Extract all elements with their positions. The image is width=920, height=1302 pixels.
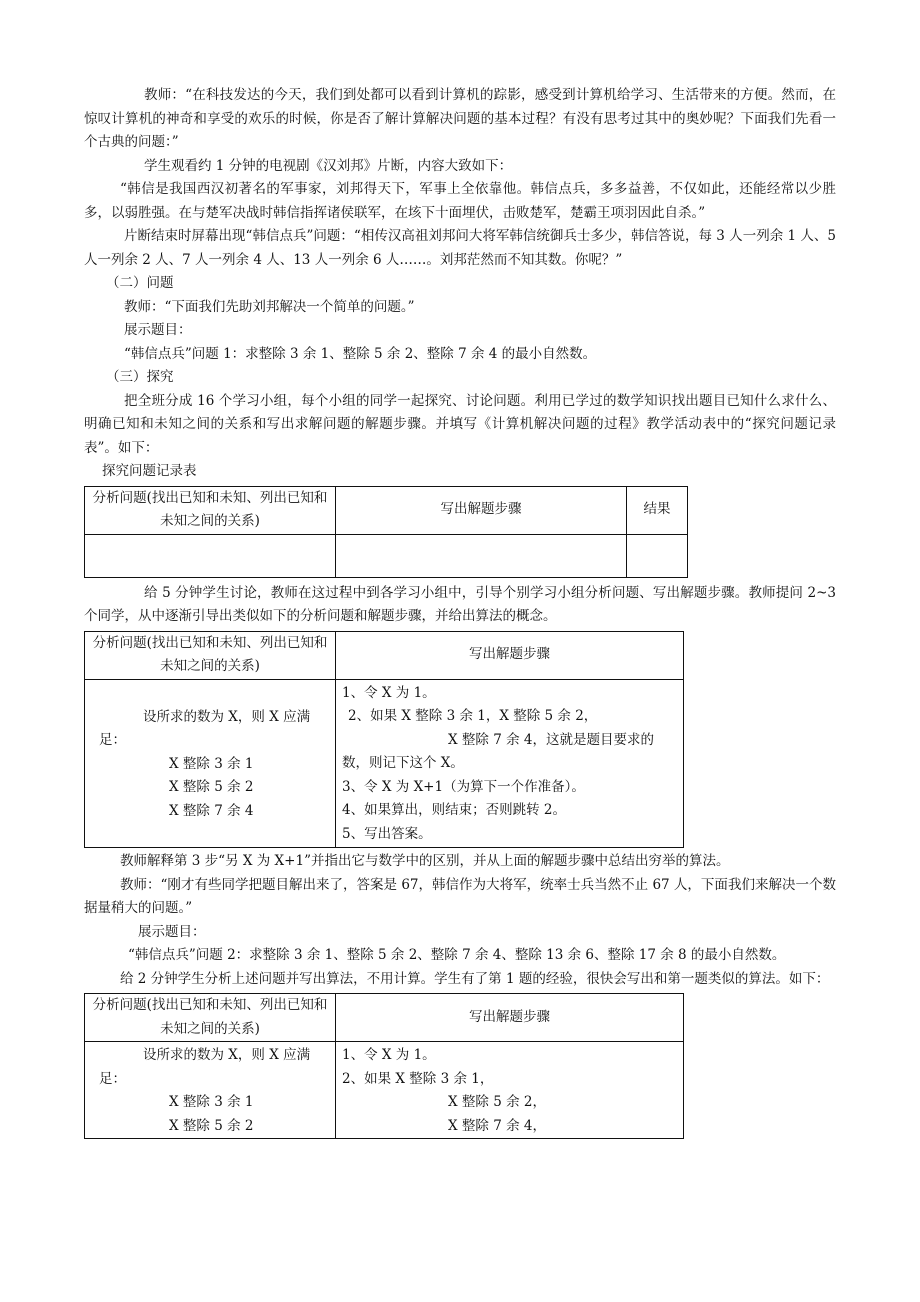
condition-line: X 整除 5 余 2 <box>169 1117 254 1134</box>
paragraph-teacher-answer: 教师：“刚才有些同学把题目解出来了，答案是 67，韩信作为大将军，统率士兵当然不止 67 人，下面我们来解决一个数据量稍大的问题。” <box>84 876 836 916</box>
table-header-analysis: 分析问题(找出已知和未知、列出已知和未知之间的关系) <box>85 994 336 1042</box>
table-row <box>85 679 684 848</box>
step-line: 1、令 X 为 1。 <box>342 684 436 701</box>
steps-cell <box>336 679 684 848</box>
step-line: X 整除 5 余 2， <box>448 1094 546 1110</box>
analysis-table-2 <box>84 993 684 1139</box>
analysis-cell <box>85 679 336 848</box>
paragraph-video: 学生观看约 1 分钟的电视剧《汉刘邦》片断，内容大致如下： <box>144 157 513 174</box>
step-line: 5、写出答案。 <box>342 825 432 842</box>
steps-cell <box>336 1042 684 1139</box>
table-row <box>85 1042 684 1139</box>
step-line: 2、如果 X 整除 3 余 1，X 整除 5 余 2， <box>348 708 598 724</box>
paragraph-problem-screen: 片断结束时屏幕出现“韩信点兵”问题：“相传汉高祖刘邦问大将军韩信统御兵士多少，韩信答说，每 3 人一列余 1 人、5 人一列余 2 人、7 人一列余 4 人、13 人一列余 6 人……。刘邦茫然而不知其数。你呢？” <box>84 228 836 268</box>
table-row <box>85 486 688 534</box>
analysis-cell <box>85 1042 336 1139</box>
paragraph-groups: 把全班分成 16 个学习小组，每个小组的同学一起探究、讨论问题。利用已学过的数学知识找出题目已知什么求什么、明确已知和未知之间的关系和写出求解问题的解题步骤。并填写《计算机解决问题的过程》教学活动表中的“探究问题记录表”。如下： <box>84 392 836 456</box>
analysis-line: 足： <box>99 1070 126 1087</box>
table-header-steps: 写出解题步骤 <box>336 994 684 1042</box>
step-line: 4、如果算出，则结束；否则跳转 2。 <box>342 802 566 818</box>
condition-line: X 整除 3 余 1 <box>169 755 254 772</box>
table-cell-empty <box>85 534 336 577</box>
paragraph-teacher-help: 教师：“下面我们先助刘邦解决一个简单的问题。” <box>124 298 415 315</box>
condition-line: X 整除 7 余 4 <box>169 802 254 819</box>
paragraph-show-question: 展示题目： <box>124 322 192 338</box>
table-row <box>85 994 684 1042</box>
table-header-steps: 写出解题步骤 <box>336 631 684 679</box>
paragraph-explain-step3: 教师解释第 3 步“另 X 为 X+1”并指出它与数学中的区别，并从上面的解题步骤中总结出穷举的算法。 <box>120 853 730 869</box>
step-line: X 整除 7 余 4，这就是题目要求的 <box>448 731 654 748</box>
analysis-line: 足： <box>99 732 126 748</box>
step-line: 2、如果 X 整除 3 余 1， <box>342 1070 494 1087</box>
table-row <box>85 631 684 679</box>
table-cell-empty <box>627 534 688 577</box>
step-line: X 整除 7 余 4， <box>448 1117 546 1134</box>
analysis-table-1 <box>84 631 684 849</box>
step-line: 3、令 X 为 X+1（为算下一个作准备）。 <box>342 778 585 795</box>
paragraph-story: “韩信是我国西汉初著名的军事家，刘邦得天下，军事上全依靠他。韩信点兵，多多益善，不仅如此，还能经常以少胜多，以弱胜强。在与楚军决战时韩信指挥诸侯联军，在垓下十面埋伏，击败楚军，楚霸王项羽因此自杀。” <box>84 181 836 221</box>
section-heading-explore: （三）探究 <box>106 369 174 385</box>
table-row <box>85 534 688 577</box>
record-table <box>84 486 688 578</box>
table-header-result: 结果 <box>627 486 688 534</box>
paragraph-question-2: “韩信点兵”问题 2：求整除 3 余 1、整除 5 余 2、整除 7 余 4、整除 13 余 6、整除 17 余 8 的最小自然数。 <box>128 947 786 963</box>
step-line: 1、令 X 为 1。 <box>342 1047 436 1063</box>
table-header-steps: 写出解题步骤 <box>336 486 627 534</box>
paragraph-question-1: “韩信点兵”问题 1：求整除 3 余 1、整除 5 余 2、整除 7 余 4 的最小自然数。 <box>124 345 597 362</box>
table-header-analysis: 分析问题(找出已知和未知、列出已知和未知之间的关系) <box>85 486 336 534</box>
paragraph-teacher-intro: 教师：“在科技发达的今天，我们到处都可以看到计算机的踪影，感受到计算机给学习、生活带来的方便。然而，在惊叹计算机的神奇和享受的欢乐的时候，你是否了解计算解决问题的基本过程？有没有思考过其中的奥妙呢？下面我们先看一个古典的问题：” <box>84 87 836 150</box>
paragraph-show-question-2: 展示题目： <box>138 923 206 940</box>
document-page <box>84 84 836 1139</box>
paragraph-algorithm: 给 2 分钟学生分析上述问题并写出算法，不用计算。学生有了第 1 题的经验，很快会写出和第一题类似的算法。如下： <box>120 970 830 987</box>
paragraph-discussion: 给 5 分钟学生讨论，教师在这过程中到各学习小组中，引导个别学习小组分析问题、写出解题步骤。教师提问 2~3 个同学，从中逐渐引导出类似如下的分析问题和解题步骤，并给出算法的概念。 <box>84 584 836 624</box>
table-caption: 探究问题记录表 <box>102 463 197 479</box>
section-heading-problem: （二）问题 <box>106 275 174 291</box>
condition-line: X 整除 5 余 2 <box>169 779 254 795</box>
condition-line: X 整除 3 余 1 <box>169 1094 254 1110</box>
analysis-line: 设所求的数为 X，则 X 应满 <box>143 708 311 725</box>
table-header-analysis: 分析问题(找出已知和未知、列出已知和未知之间的关系) <box>85 631 336 679</box>
analysis-line: 设所求的数为 X，则 X 应满 <box>143 1047 311 1063</box>
step-line: 数，则记下这个 X。 <box>342 755 464 771</box>
table-cell-empty <box>336 534 627 577</box>
